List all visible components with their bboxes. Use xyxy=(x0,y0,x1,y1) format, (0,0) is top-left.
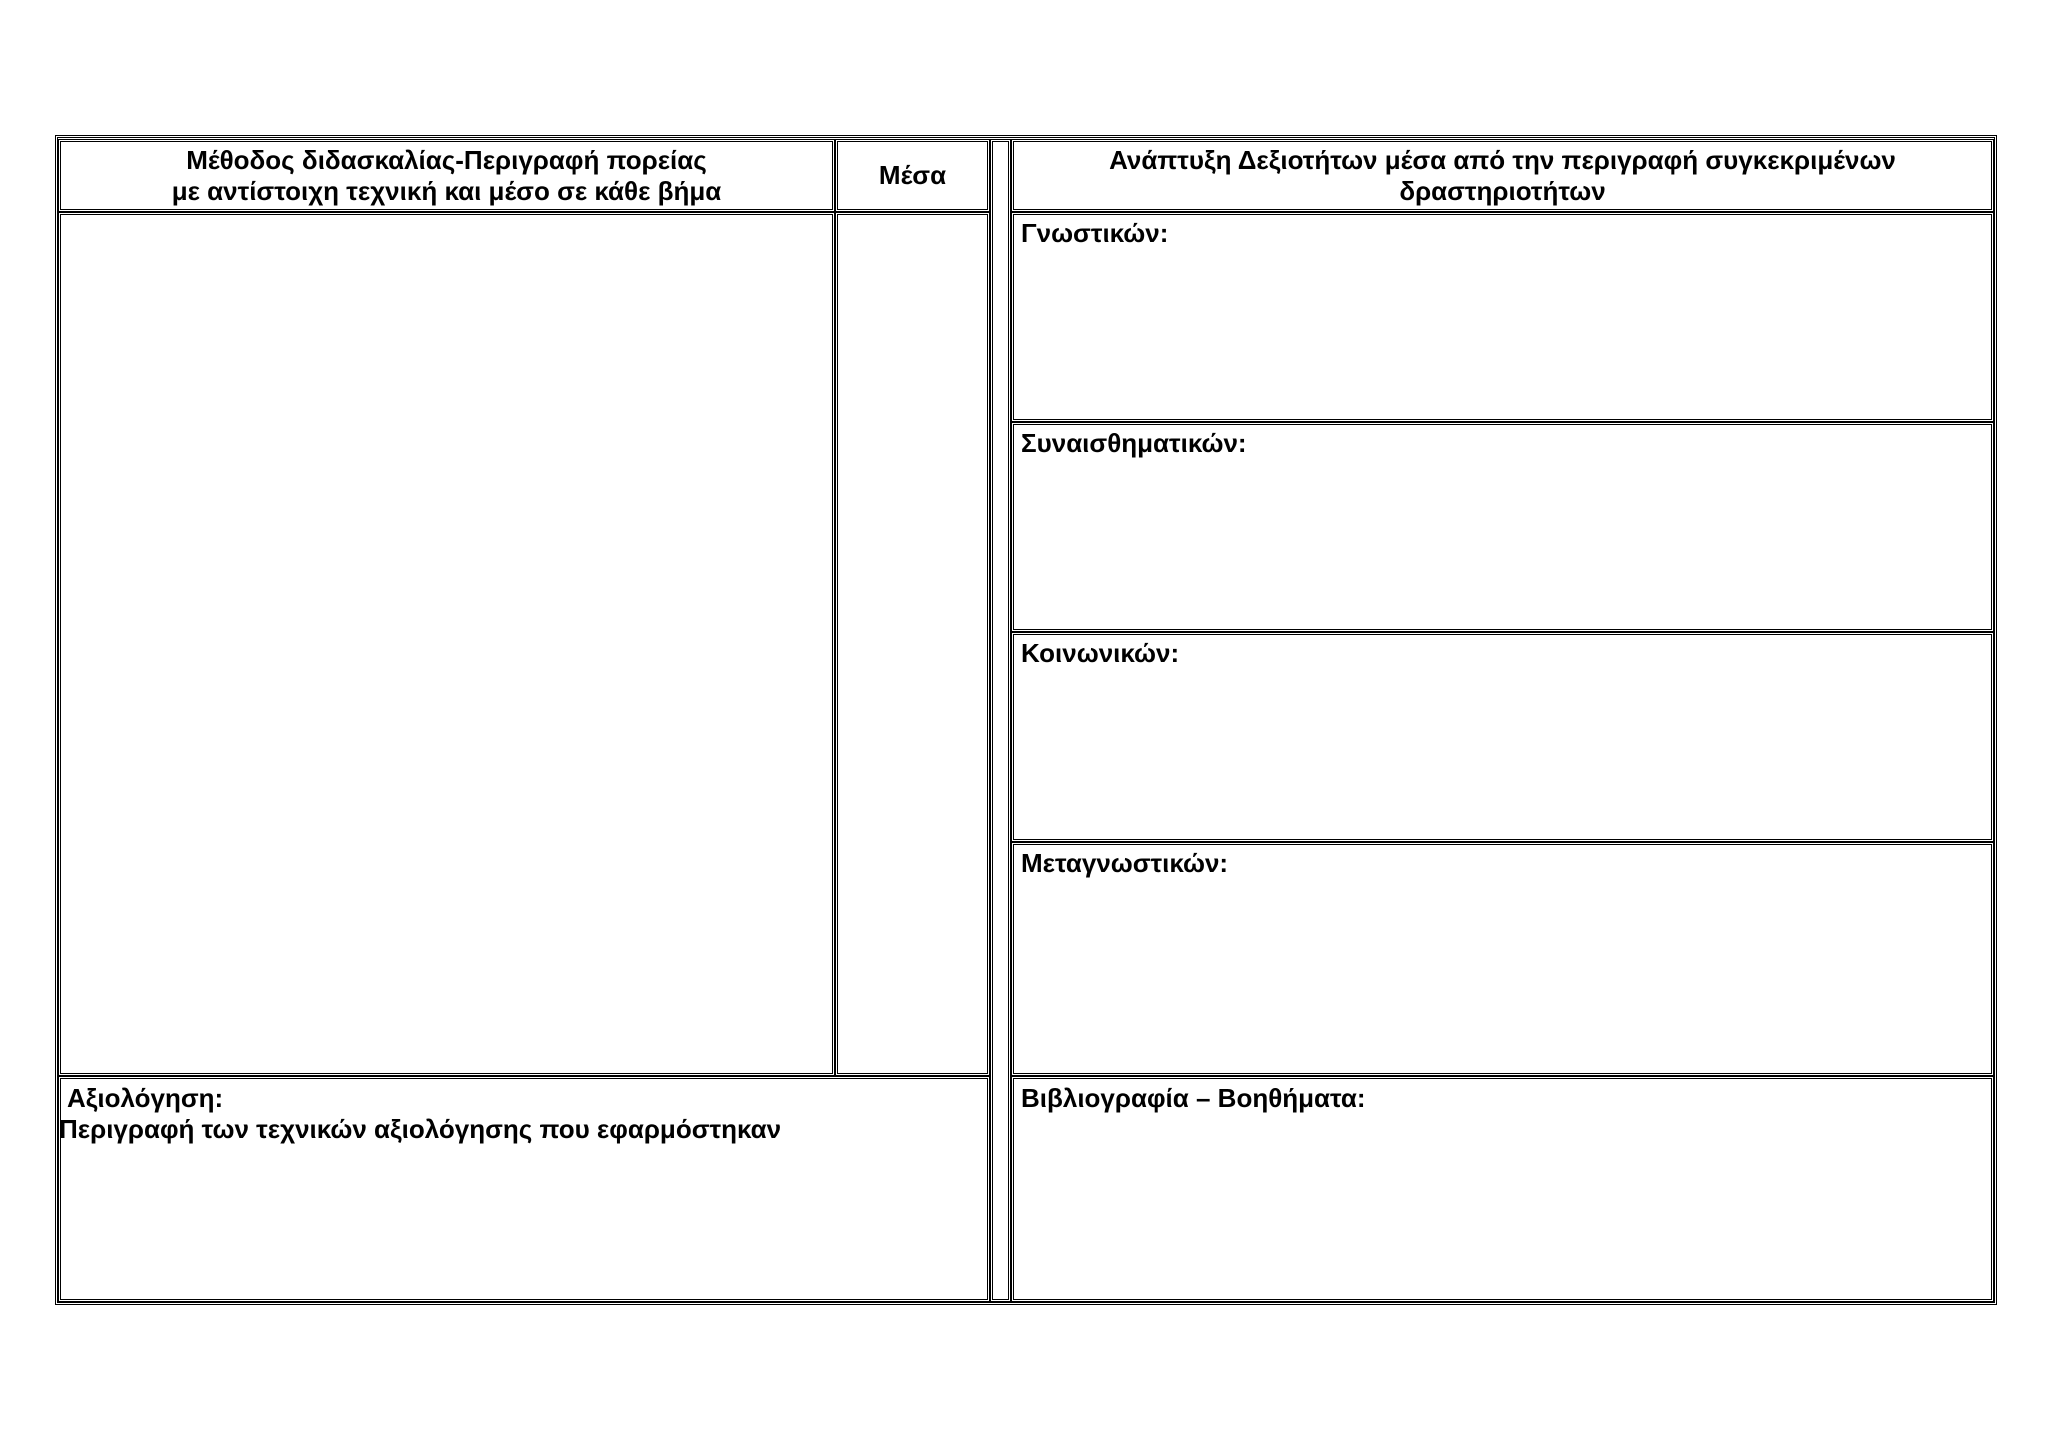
skill-metacognitive-cell[interactable] xyxy=(1011,842,1994,1076)
means-content-cell[interactable] xyxy=(835,212,990,1076)
evaluation-cell[interactable] xyxy=(58,1076,990,1302)
spacer-column xyxy=(990,139,1011,1302)
skill-social-label: Κοινωνικών: xyxy=(1021,638,1180,668)
skill-cognitive-label: Γνωστικών: xyxy=(1021,218,1169,248)
skill-emotional-cell[interactable] xyxy=(1011,422,1994,632)
skills-header-line1: Ανάπτυξη Δεξιοτήτων μέσα από την περιγραφή συγκεκριμένων xyxy=(1109,144,1896,175)
skills-header-line2: δραστηριοτήτων xyxy=(1399,175,1606,206)
skill-cognitive-cell[interactable] xyxy=(1011,212,1994,422)
means-header-label: Μέσα xyxy=(878,160,947,190)
method-header-cell xyxy=(58,139,835,212)
skills-header-cell xyxy=(1011,139,1994,212)
skill-social-cell[interactable] xyxy=(1011,632,1994,842)
method-header-line2: με αντίστοιχη τεχνική και μέσο σε κάθε βήμα xyxy=(171,175,722,206)
skill-emotional-label: Συναισθηματικών: xyxy=(1021,428,1247,458)
method-content-cell[interactable] xyxy=(58,212,835,1076)
evaluation-description: Περιγραφή των τεχνικών αξιολόγησης που εφαρμόστηκαν xyxy=(59,1114,782,1144)
method-header-line1: Μέθοδος διδασκαλίας-Περιγραφή πορείας xyxy=(186,144,707,175)
evaluation-label: Αξιολόγηση: xyxy=(67,1083,224,1113)
skill-metacognitive-label: Μεταγνωστικών: xyxy=(1021,848,1229,878)
bibliography-label: Βιβλιογραφία – Βοηθήματα: xyxy=(1021,1083,1366,1113)
bibliography-cell[interactable] xyxy=(1011,1076,1994,1302)
means-header-cell xyxy=(835,139,990,212)
